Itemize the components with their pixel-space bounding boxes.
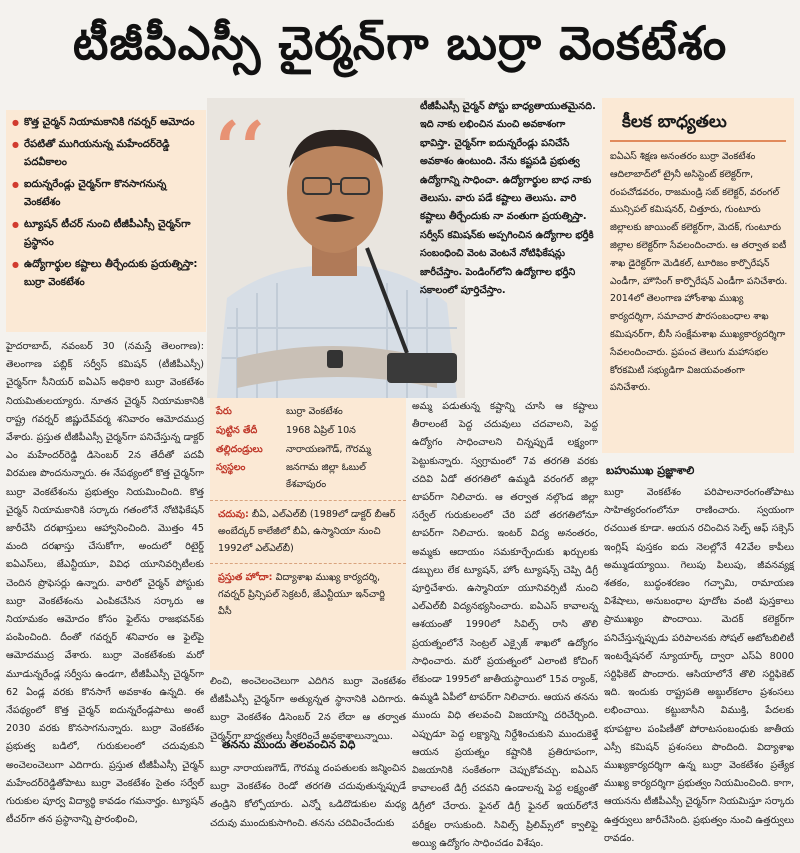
highlight-item: ● ట్యూషన్ టీచర్ నుంచి టీజీపీఎస్సీ చైర్మన్‌గా ప్రస్థానం bbox=[12, 216, 200, 252]
parents-label: తల్లిదండ్రులు bbox=[216, 443, 263, 455]
article-column-1: హైదరాబాద్, నవంబర్ 30 (నమస్తే తెలంగాణ): తెలంగాణ పబ్లిక్ సర్వీస్ కమిషన్ (టీజీపీఎస్సీ) చైర్మన్‌గా సీనియర్ ఐఏఎస్ అధికారి బుర్రా వెంకటేశం నియమితులయ్యారు. నూతన చైర్మన్ నియామకానికి రాష్ట్ర గవర్నర్ జిష్ణుదేవ్‌వర్మ శనివారం ఆమోదముద్ర వేశారు. ప్రస్తుత టీజీపీఎస్సీ చైర్మన్‌గా పనిచేస్తున్న డాక్టర్ ఎం మహేందర్‌రెడ్డి డిసెంబర్ 2న తేదీతో పదవీ విరమణ పొందనున్నారు. ఈ నేపథ్యంలో కొత్త చైర్మన్‌గా బుర్రా వెంకటేశంను ప్రభుత్వం నియమించింది. కొత్త చైర్మన్ నియామకానికి సర్కారు గతంలోనే నోటిఫికేషన్ జారీచేసి దరఖాస్తులు ఆహ్వానించింది. మొత్తం 45 మంది దరఖాస్తు చేసుకోగా, అందులో రిటైర్డ్ ఐఏఎస్‌లు, జేఎన్టీయూ, వివిధ యూనివర్సిటీలకు చెందిన ప్రొఫెసర్లు ఉన్నారు. వారిలో చైర్మన్ పోస్టుకు బుర్రా వెంకటేశంను ఎంపికచేసిన సర్కారు ఆ నియామకం ఆమోదం కోసం ఫైల్‌ను రాజభవన్‌కు పంపించింది. దీంతో గవర్నర్ శనివారం ఆ ఫైల్‌పై ఆమోదముద్ర వేశారు. బుర్రా వెంకటేశంకు మరో మూడున్నరేండ్ల సర్వీసు ఉండగా, టీజీపీఎస్సీ చైర్మన్‌గా 62 ఏండ్ల వరకు కొనసాగే అవకాశం ఉన్నది. ఈ నేపథ్యంలో కొత్త చైర్మన్ ఐదున్నరేండ్లపాటు అంటే 2030 వరకు కొనసాగనున్నారు. బుర్రా వెంకటేశం ప్రభుత్వ బడిలో, గురుకులంలో చదువుకుని అంచెలంచెలుగా ఎదిగారు. ప్రస్తుత టీజీపీఎస్సీ చైర్మన్ మహేందర్‌రెడ్డితోపాటు బుర్రా వెంకటేశం సైతం సర్వేల్ గురుకుల పూర్వ విద్యార్థి కావడం గమనార్హం. ట్యూషన్ టీచర్‌గా తన ప్రస్థానాన్ని ప్రారంభించి, bbox=[6, 341, 204, 826]
current-post-value: విద్యాశాఖ ముఖ్య కార్యదర్శి, గవర్నర్ ప్రిన్సిపల్ సెక్రటరీ, జేఎన్టీయూ ఇన్‌చార్జి వీసీ bbox=[218, 572, 385, 617]
subheading: తనను ముందు తలవంచిన విధి bbox=[222, 738, 356, 751]
parents-value: నారాయణగౌడ్, గౌరమ్మ bbox=[286, 443, 371, 455]
key-responsibilities-body: ఐఏఎస్ శిక్షణ అనంతరం బుర్రా వెంకటేశం ఆదిలాబాద్‌లో ట్రైనీ అసిస్టెంట్ కలెక్టర్‌గా, రంపచోడవరం, రాజమండ్రి సబ్ కలెక్టర్, వరంగల్ మున్సిపల్ కమిషనర్, చిత్తూరు, గుంటూరు జిల్లాలకు జాయింట్ కలెక్టర్‌గా, మెదక్, గుంటూరు జిల్లాల కలెక్టర్‌గా సేవలందించారు. ఆ తర్వాత ఐటీ శాఖ డైరెక్టర్‌గా మెడికల్, టూరిజం కార్పొరేషన్ ఎండీగా, హౌసింగ్ కార్పొరేషన్ ఎండీగా పనిచేశారు. 2014లో తెలంగాణ హోంశాఖ ముఖ్య కార్యదర్శిగా, సమాచార పౌరసంబంధాల శాఖ కమిషనర్‌గా, బీసీ సంక్షేమశాఖ ముఖ్యకార్యదర్శిగా సేవలందించారు. ప్రపంచ తెలుగు మహాసభల కోరకమిటీ సభ్యుడిగా విజయవంతంగా పనిచేశారు. bbox=[610, 151, 788, 394]
versatile-body: బుర్రా వెంకటేశం పరిపాలనారంగంతోపాటు సాహిత్యరంగంలోనూ రాణించారు. స్వయంగా రచయిత కూడా. ఆయన రచించిన సెల్ఫ్ ఆఫ్ సక్సెస్ ఇంగ్లిష్ పుస్తకం ఐదు నెలల్లోనే 42వేల కాపీలు అమ్ముడయ్యాయి. గెలుపు పిలుపు, జీవనవ్యక్ష శతకం, బుద్ధంశరణం గచ్ఛామి, రామాయణ విశేషాలు, అనుబంధాల పూదోట వంటి పుస్తకాలు ప్రాముఖ్యం పొందాయి. మెదక్ కలెక్టర్‌గా పనిచేస్తున్నప్పుడు పరిపాలనకు సోషల్ ఆటోటబిలిటీ ఇంటర్నేషనల్ న్యూయార్క్ ద్వారా ఎస్‌ఏ 8000 సర్టిఫికెట్ పొందారు. ఆసియాలోనే తొలి సర్టిఫికెట్ ఇది. ఇందుకు రాష్ట్రపతి అబ్దుల్‌కలాం ప్రశంసలు లభించాయి. కట్టుబాసీని విముక్తి, పేదలకు భూపట్టాల పంపిణీతో పోరాటసంబంధుకు జాతీయ ఎస్సీ కమిషన్ ప్రశంసలు పొందింది. విద్యాశాఖ ముఖ్యకార్యదర్శిగా ఉన్న బుర్రా వెంకటేశం ప్రత్యేక ముఖ్య కార్యదర్శిగా ప్రభుత్వం నియమించింది. కాగా, ఆయనను టీజీపీఎస్సీ చైర్మన్‌గా నియమిస్తూ సర్కారు ఉత్తర్వులు జారీచేసింది. ప్రభుత్వం నుంచి ఉత్తర్వులు రావడం. bbox=[604, 487, 794, 844]
article-column-2-bottom: లించి, అంచెలంచెలుగా ఎదిగిన బుర్రా వెంకటేశం టీజీపీఎస్సీ చైర్మన్‌గా అత్యున్నత స్థానానికి ఎదిగారు. బుర్రా వెంకటేశం డిసెంబర్ 2న లేదా ఆ తర్వాత చైర్మన్‌గా బాధ్యతలు స్వీకరించే అవకాశాలున్నాయి. bbox=[210, 676, 406, 742]
article-column-3: అమ్మ పడుతున్న కష్టాన్ని చూసి ఆ కష్టాలు తీరాలంటే పెద్ద చదువులు చదవాలని, పెద్ద ఉద్యోగం సాధించాలని చిన్నప్పుడే లక్ష్యంగా పెట్టుకున్నారు. స్వగ్రామంలో 7వ తరగతి వరకు చదివి ఏడో తరగతిలో ఉమ్మడి వరంగల్ జిల్లా టాపర్‌గా నిలిచారు. ఆ తర్వాత నల్గొండ జిల్లా సర్వేల్ గురుకులంలో చేరి పదో తరగతిలోనూ టాపర్‌గా నిలిచారు. ఇంటర్ విద్య అనంతరం, అమ్మకు ఆదాయం సమకూర్చేందుకు ఖర్చులకు డబ్బులు లేక ట్యూషన్, హోం ట్యూషన్స్ చెప్పి డిగ్రీ పూర్తిచేశారు. ఉస్మానియా యూనివర్సిటీ నుంచి ఎల్ఎల్‌బీ విద్యనభ్యసించారు. ఐఏఎస్ కావాలన్న ఆశయంతో 1990లో సివిల్స్ రాసి తొలి ప్రయత్నంలోనే సెంట్రల్ ఎక్సైజ్ శాఖలో ఉద్యోగం సాధించారు. మరో ప్రయత్నంలో ఎలాంటి కోచింగ్ లేకుండా 1995లో జాతీయస్థాయిలో 15వ ర్యాంక్, ఉమ్మడి ఏపీలో టాపర్‌గా నిలిచారు. ఆయన తనను ముందు విధి తలవంచి విజయాన్ని దరిచేర్చింది. ఎప్పుడూ పెద్ద లక్ష్యాన్ని నిర్దేశించుకుని ముందుకెళ్తే ఆయన ప్రయత్నం కష్టానికి ప్రతిరూపంగా, విజయానికి సంకేతంగా చెప్పుకోవచ్చు. ఐఏఎస్ కావాలంటే డిగ్రీ చదవని ఉండాలన్న పెద్ద లక్ష్యంతో డిగ్రీలో చేరారు. ఫైనల్ డిగ్రీ ఫైనల్ ఇయర్‌లోనే పరీక్షల రాసుకుంది. సివిల్స్ ప్రిలిమ్స్‌లో క్వాలిఫై అయ్యి ఉద్యోగం సాధించడం విశేషం. bbox=[412, 401, 598, 849]
education-label: చదువు: bbox=[218, 508, 249, 520]
current-post-label: ప్రస్తుత హోదా: bbox=[218, 572, 273, 584]
headline: టీజీపీఎస్సీ చైర్మన్‌గా బుర్రా వెంకటేశం bbox=[72, 16, 728, 70]
article-column-2-tail: బుర్రా నారాయణగౌడ్, గౌరమ్మ దంపతులకు జన్మించిన బుర్రా వెంకటేశం రెండో తరగతి చదువుతున్నప్పుడే తండ్రిని కోల్పోయారు. ఎన్నో ఒడిదొడుకుల మధ్య చదువు ముందుకుసాగించి. తనను చదివించేందుకు bbox=[210, 763, 406, 829]
key-responsibilities-box bbox=[602, 98, 794, 453]
current-post-block bbox=[210, 563, 406, 620]
highlight-item: ● ఉద్యోగార్థుల కష్టాలు తీర్చేందుకు ప్రయత్నిస్తా: బుర్రా వెంకటేశం bbox=[12, 256, 200, 292]
native-place-label: స్వస్థలం bbox=[216, 462, 246, 474]
dob-label: పుట్టిన తేదీ bbox=[216, 424, 258, 436]
native-place-value: జనగామ జిల్లా ఓబుల్ కేశవాపురం bbox=[286, 462, 366, 491]
highlight-item: ● ఐదున్నరేండ్లు చైర్మన్‌గా కొనసాగనున్న వెంకటేశం bbox=[12, 176, 200, 212]
name-label: పేరు bbox=[216, 406, 232, 417]
highlights-list bbox=[12, 114, 200, 292]
key-responsibilities-title: కీలక బాధ్యతలు bbox=[610, 98, 786, 142]
education-value: బీఏ, ఎల్ఎల్‌బీ (1989లో డాక్టర్ బీఆర్ అంబేద్కర్ కాలేజీలో బీఏ, ఉస్మానియా నుంచి 1992లో ఎల్ఎల్‌బీ) bbox=[218, 508, 396, 554]
quote-marks: ‘‘ bbox=[215, 105, 266, 190]
highlight-item: ● కొత్త చైర్మన్ నియామకానికి గవర్నర్ ఆమోదం bbox=[12, 114, 200, 132]
dob-value: 1968 ఏప్రిల్ 10న bbox=[286, 424, 356, 436]
name-value: బుర్రా వెంకటేశం bbox=[286, 406, 343, 417]
profile-box bbox=[210, 398, 406, 670]
highlights-box bbox=[6, 110, 206, 332]
highlight-item: ● రేపటితో ముగియనున్న మహేందర్‌రెడ్డి పదవీకాలం bbox=[12, 136, 200, 172]
quote-text: టీజీపీఎస్సీ చైర్మన్ పోస్టు బాధ్యతాయుతమైనది. ఇది నాకు లభించిన మంచి అవకాశంగా భావిస్తా. చైర్మన్‌గా ఐదున్నరేండ్లు పనిచేసే అవకాశం ఉంటుంది. నేను కష్టపడి ప్రభుత్వ ఉద్యోగాన్ని సాధించా. ఉద్యోగార్థుల బాధ నాకు తెలుసు. వారు పడే కష్టాలు తెలుసు. వారి కష్టాలు తీర్చేందుకు నా వంతుగా ప్రయత్నిస్తా. సర్వీస్ కమిషన్‌కు అప్పగించిన ఉద్యోగాల భర్తీకి సంబంధించి వెంట వెంటనే నోటిఫికేషన్లు జారీచేస్తాం. పెండింగ్‌లోని ఉద్యోగాల భర్తీని సకాలంలో పూర్తిచేస్తాం. bbox=[420, 101, 596, 297]
versatile-title: బహుముఖ ప్రజ్ఞాశాలి bbox=[606, 464, 695, 477]
education-block bbox=[210, 500, 406, 557]
